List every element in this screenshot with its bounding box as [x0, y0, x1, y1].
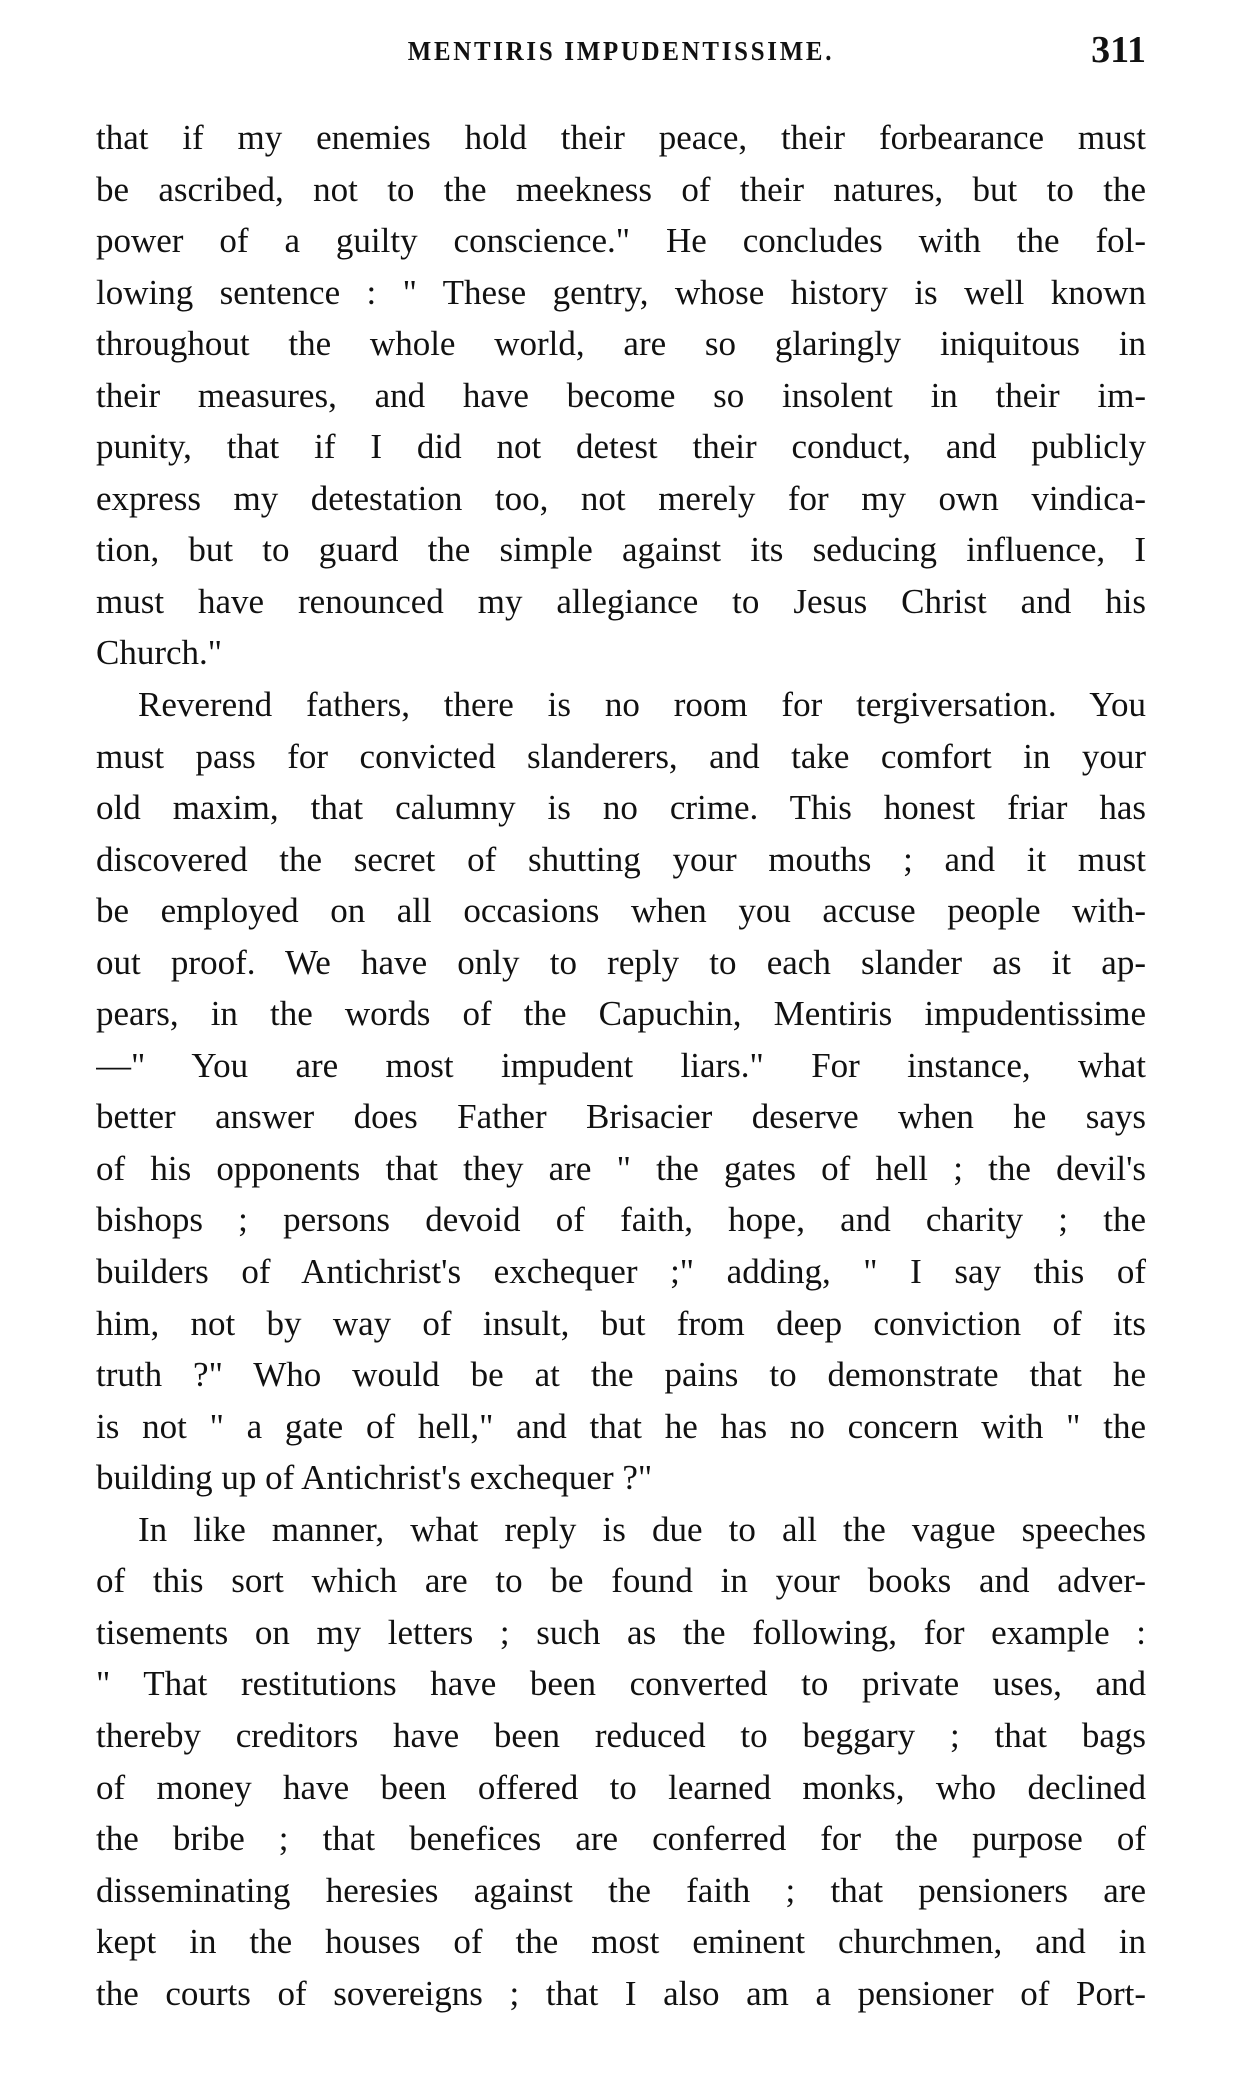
text-line: out proof. We have only to reply to each slander as it ap- [96, 942, 1146, 982]
text-line: discovered the secret of shutting your mouths ; and it must [96, 839, 1146, 879]
text-line: lowing sentence : " These gentry, whose history is well known [96, 272, 1146, 312]
text-line: him, not by way of insult, but from deep conviction of its [96, 1303, 1146, 1343]
text-line: is not " a gate of hell," and that he has no concern with " the [96, 1406, 1146, 1446]
text-line: " That restitutions have been converted to private uses, and [96, 1664, 1146, 1704]
body-text [96, 112, 1146, 2019]
text-line: power of a guilty conscience." He concludes with the fol- [96, 221, 1146, 261]
text-line: be ascribed, not to the meekness of their natures, but to the [96, 169, 1146, 209]
text-line: building up of Antichrist's exchequer ?" [96, 1458, 653, 1498]
paragraph-start-line: Reverend fathers, there is no room for tergiversation. You [138, 685, 1146, 725]
page-number: 311 [1091, 29, 1146, 71]
text-line: pears, in the words of the Capuchin, Mentiris impudentissime [96, 994, 1146, 1034]
text-line: the courts of sovereigns ; that I also am a pensioner of Port- [96, 1973, 1146, 2013]
text-line: builders of Antichrist's exchequer ;" adding, " I say this of [96, 1252, 1146, 1292]
text-line: that if my enemies hold their peace, their forbearance must [96, 118, 1146, 157]
running-head [96, 28, 1146, 84]
text-line: bishops ; persons devoid of faith, hope, and charity ; the [96, 1200, 1146, 1240]
running-title: MENTIRIS IMPUDENTISSIME. [407, 36, 835, 66]
text-line: —" You are most impudent liars." For instance, what [96, 1045, 1146, 1085]
text-line: old maxim, that calumny is no crime. This honest friar has [96, 788, 1146, 828]
text-line: Church." [96, 633, 223, 673]
text-line: their measures, and have become so insolent in their im- [96, 375, 1146, 415]
text-line: tion, but to guard the simple against its seducing influence, I [96, 530, 1146, 570]
paragraph-start-line: In like manner, what reply is due to all the vague speeches [138, 1509, 1146, 1549]
text-line: truth ?" Who would be at the pains to demonstrate that he [96, 1355, 1146, 1395]
text-line: express my detestation too, not merely for my own vindica- [96, 478, 1146, 518]
text-line: thereby creditors have been reduced to beggary ; that bags [96, 1715, 1146, 1755]
text-line: disseminating heresies against the faith ; that pensioners are [96, 1870, 1146, 1910]
text-line: must pass for convicted slanderers, and take comfort in your [96, 736, 1146, 776]
text-line: of money have been offered to learned monks, who declined [96, 1767, 1146, 1807]
text-line: the bribe ; that benefices are conferred for the purpose of [96, 1819, 1146, 1859]
text-line: kept in the houses of the most eminent churchmen, and in [96, 1922, 1146, 1962]
text-line: of his opponents that they are " the gates of hell ; the devil's [96, 1148, 1146, 1188]
text-line: must have renounced my allegiance to Jesus Christ and his [96, 581, 1146, 621]
text-line: better answer does Father Brisacier deserve when he says [96, 1097, 1146, 1137]
text-line: of this sort which are to be found in your books and adver- [96, 1561, 1146, 1601]
text-line: be employed on all occasions when you accuse people with- [96, 891, 1146, 931]
text-line: throughout the whole world, are so glaringly iniquitous in [96, 324, 1146, 364]
text-line: tisements on my letters ; such as the following, for example : [96, 1612, 1146, 1652]
text-line: punity, that if I did not detest their conduct, and publicly [96, 427, 1146, 467]
